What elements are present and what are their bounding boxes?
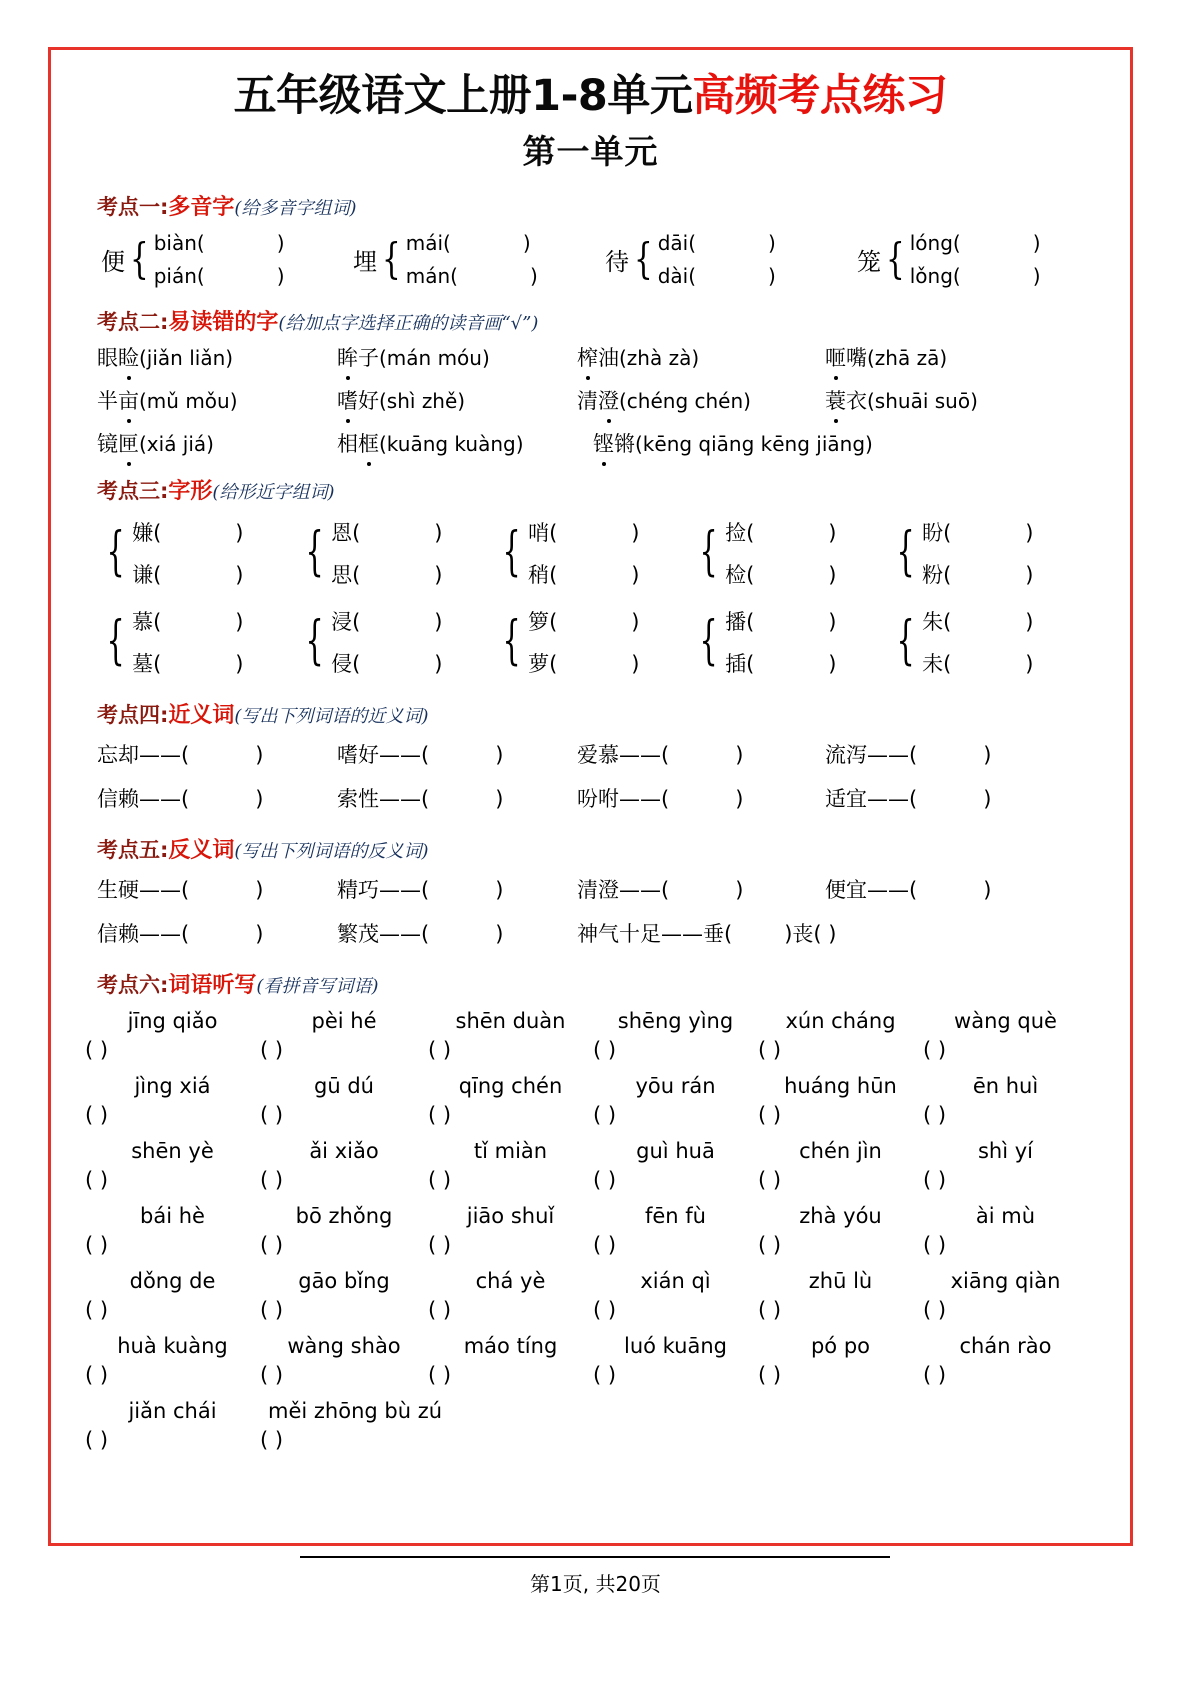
charform-char: 检(: [725, 562, 755, 587]
antonym-item[interactable]: 生硬——( ): [97, 877, 264, 902]
dictation-pinyin: ài mù: [975, 1203, 1036, 1228]
dictation-bracket-row: [85, 1363, 1102, 1387]
charform-char: 萝(: [528, 651, 558, 676]
pinyin-options[interactable]: (kēng qiāng kēng jiāng): [635, 431, 873, 456]
title-red-part: 高频考点练习: [692, 71, 948, 121]
dictation-pinyin: fēn fù: [644, 1203, 706, 1228]
synonym-item[interactable]: 信赖——( ): [97, 786, 264, 811]
unit-subtitle: 第一单元: [522, 131, 659, 171]
antonym-row: [97, 874, 1102, 904]
kaodian-topic: 词语听写: [168, 972, 257, 998]
kaodian-label: 考点二:: [97, 309, 169, 334]
dictation-answer-box[interactable]: ( ): [428, 1362, 452, 1387]
dictation-answer-box[interactable]: ( ): [758, 1362, 782, 1387]
dictation-pinyin: shēn yè: [131, 1138, 214, 1163]
charform-line[interactable]: 盼( ): [922, 520, 1034, 545]
charform-char: 插(: [725, 651, 755, 676]
word-suffix: 好: [358, 388, 379, 413]
dictation-answer-box[interactable]: ( ): [758, 1297, 782, 1322]
kaodian-hint: (给多音字组词): [234, 197, 357, 219]
charform-char: 思(: [331, 562, 361, 587]
word-text: 繁茂——(: [337, 921, 430, 946]
dictation-pinyin: luó kuāng: [623, 1333, 727, 1358]
synonym-item[interactable]: 嗜好——( ): [337, 742, 504, 767]
dictation-answer-box[interactable]: ( ): [260, 1427, 284, 1452]
dotted-char: 匣: [118, 428, 139, 458]
kaodian-label: 考点四:: [97, 702, 169, 727]
dotted-char: 嗜: [337, 385, 358, 415]
reading-text: biàn(: [153, 230, 205, 255]
charform-group[interactable]: [889, 517, 1034, 589]
dictation-pinyin: pó po: [810, 1333, 871, 1358]
charform-group[interactable]: [495, 517, 692, 589]
antonym-item[interactable]: 繁茂——( ): [337, 921, 504, 946]
charform-char: 朱(: [922, 609, 952, 634]
mispronounced-item[interactable]: [825, 342, 947, 372]
pinyin-options[interactable]: (mǔ mǒu): [139, 388, 238, 413]
charform-char: 盼(: [922, 520, 952, 545]
dictation-pinyin: xián qì: [640, 1268, 711, 1293]
pinyin-options[interactable]: (jiǎn liǎn): [139, 345, 234, 370]
polyphonic-reading[interactable]: pián( ): [153, 263, 285, 288]
dictation-answer-box[interactable]: ( ): [428, 1037, 452, 1062]
dictation-pinyin: wàng shào: [287, 1333, 401, 1358]
dictation-pinyin: shēng yìng: [617, 1008, 734, 1033]
word-prefix: 眼: [97, 345, 118, 370]
dictation-answer-box[interactable]: ( ): [428, 1232, 452, 1257]
mispronounced-item[interactable]: [337, 342, 577, 372]
brace-icon: {: [502, 611, 521, 672]
dictation-pinyin: jiāo shuǐ: [466, 1203, 555, 1228]
mispronounced-item[interactable]: [577, 385, 825, 415]
dictation-answer-box[interactable]: ( ): [923, 1102, 947, 1127]
charform-line[interactable]: 思( ): [331, 562, 443, 587]
word-text: 精巧——(: [337, 877, 430, 902]
section-heading-kaodian-6: [97, 968, 1102, 999]
charform-line[interactable]: 墓( ): [132, 651, 244, 676]
brace-icon: {: [305, 522, 324, 583]
dictation-pinyin: pèi hé: [311, 1008, 377, 1033]
dictation-answer-box[interactable]: ( ): [85, 1037, 109, 1062]
mispronounced-item[interactable]: [97, 428, 337, 458]
mispronounced-item[interactable]: [825, 385, 978, 415]
dictation-answer-box[interactable]: ( ): [758, 1232, 782, 1257]
polyphonic-item[interactable]: [857, 231, 1041, 288]
dictation-pinyin: huáng hūn: [784, 1073, 897, 1098]
section-heading-kaodian-5: [97, 833, 1102, 864]
brace-icon: {: [130, 234, 149, 284]
reading-text: lǒng(: [909, 263, 961, 288]
kaodian-hint: (写出下列词语的近义词): [234, 705, 429, 727]
page-content: [51, 50, 1130, 1452]
dictation-answer-box[interactable]: ( ): [758, 1037, 782, 1062]
dictation-pinyin: xún cháng: [785, 1008, 896, 1033]
dictation-pinyin-row: [85, 1009, 1102, 1033]
charform-line[interactable]: 浸( ): [331, 609, 443, 634]
dictation-pinyin: qīng chén: [458, 1073, 563, 1098]
word-text: 生硬——(: [97, 877, 190, 902]
dictation-bracket-row: [85, 1103, 1102, 1127]
dictation-pinyin-row: [85, 1399, 1102, 1423]
polyphonic-row: [101, 231, 1102, 288]
charform-group[interactable]: [298, 606, 495, 678]
dictation-answer-box[interactable]: ( ): [85, 1362, 109, 1387]
word-text: 信赖——(: [97, 786, 190, 811]
dictation-answer-box[interactable]: ( ): [260, 1102, 284, 1127]
word-text: 适宜——(: [825, 786, 918, 811]
page-footer: 第1页, 共20页: [530, 1572, 661, 1596]
charform-group[interactable]: [692, 517, 889, 589]
synonym-item[interactable]: 忘却——( ): [97, 742, 264, 767]
charform-line[interactable]: 恩( ): [331, 520, 443, 545]
charform-line[interactable]: 箩( ): [528, 609, 640, 634]
dictation-bracket-row: [85, 1168, 1102, 1192]
dictation-answer-box[interactable]: ( ): [593, 1362, 617, 1387]
page-title: [79, 71, 1102, 121]
dictation-pinyin: guì huā: [636, 1138, 715, 1163]
dictation-block: [85, 1009, 1102, 1452]
charform-line[interactable]: 未( ): [922, 651, 1034, 676]
dictation-pinyin-row: [85, 1269, 1102, 1293]
antonym-row: [97, 918, 1102, 948]
antonym-item-phrase[interactable]: [577, 918, 836, 948]
section-heading-kaodian-3: [97, 474, 1102, 505]
charform-line[interactable]: 嫌( ): [132, 520, 244, 545]
charform-group[interactable]: [298, 517, 495, 589]
charform-char: 慕(: [132, 609, 162, 634]
dictation-pinyin: jiǎn chái: [128, 1398, 217, 1423]
polyphonic-reading[interactable]: lǒng( ): [909, 263, 1041, 288]
section-heading-kaodian-4: [97, 698, 1102, 729]
kaodian-topic: 易读错的字: [168, 309, 279, 335]
word-prefix: 镜: [97, 431, 118, 456]
dictation-answer-box[interactable]: ( ): [593, 1037, 617, 1062]
dictation-answer-box[interactable]: ( ): [593, 1297, 617, 1322]
charform-group[interactable]: [692, 606, 889, 678]
charform-char: 嫌(: [132, 520, 162, 545]
brace-icon: {: [699, 611, 718, 672]
kaodian-topic: 反义词: [168, 837, 235, 863]
word-prefix: 半: [97, 388, 118, 413]
dictation-answer-box[interactable]: ( ): [85, 1297, 109, 1322]
polyphonic-char: 待: [605, 247, 629, 276]
page-border: [48, 47, 1133, 1546]
dictation-answer-box[interactable]: ( ): [260, 1037, 284, 1062]
dotted-char: 眸: [337, 342, 358, 372]
polyphonic-reading[interactable]: biàn( ): [153, 230, 285, 255]
polyphonic-reading[interactable]: mái( ): [405, 230, 531, 255]
dictation-pinyin: chén jìn: [799, 1138, 882, 1163]
word-prefix: 相: [337, 431, 358, 456]
brace-icon: {: [886, 234, 905, 284]
charform-line[interactable]: 萝( ): [528, 651, 640, 676]
charform-line[interactable]: 粉( ): [922, 562, 1034, 587]
pinyin-options[interactable]: (kuāng kuàng): [379, 431, 524, 456]
charform-line[interactable]: 插( ): [725, 651, 837, 676]
reading-text: pián(: [153, 263, 205, 288]
dictation-bracket-row: [85, 1233, 1102, 1257]
synonym-item[interactable]: 吩咐——( ): [577, 786, 744, 811]
word-text: 嗜好——(: [337, 742, 430, 767]
dictation-pinyin: bō zhǒng: [295, 1203, 393, 1228]
dictation-answer-box[interactable]: ( ): [85, 1167, 109, 1192]
charform-char: 恩(: [331, 520, 361, 545]
mispronounced-item[interactable]: [337, 428, 593, 458]
charform-group[interactable]: [495, 606, 692, 678]
charform-char: 粉(: [922, 562, 952, 587]
charform-char: 捡(: [725, 520, 755, 545]
kaodian-label: 考点一:: [97, 194, 169, 219]
dictation-answer-box[interactable]: ( ): [428, 1102, 452, 1127]
dictation-pinyin-row: [85, 1074, 1102, 1098]
synonym-item[interactable]: 爱慕——( ): [577, 742, 744, 767]
reading-text: mán(: [405, 263, 458, 288]
brace-icon: {: [896, 522, 915, 583]
word-text: 信赖——(: [97, 921, 190, 946]
synonym-item[interactable]: 索性——( ): [337, 786, 504, 811]
dictation-answer-box[interactable]: ( ): [593, 1232, 617, 1257]
dictation-answer-box[interactable]: ( ): [260, 1232, 284, 1257]
dictation-answer-box[interactable]: ( ): [593, 1102, 617, 1127]
charform-line[interactable]: 检( ): [725, 562, 837, 587]
charform-group[interactable]: [99, 606, 298, 678]
dictation-pinyin-row: [85, 1139, 1102, 1163]
dictation-pinyin: tǐ miàn: [473, 1138, 548, 1163]
dictation-pinyin: chá yè: [475, 1268, 546, 1293]
dictation-pinyin: shì yí: [977, 1138, 1034, 1163]
charform-line[interactable]: 捡( ): [725, 520, 837, 545]
charform-line[interactable]: 朱( ): [922, 609, 1034, 634]
word-text: 吩咐——(: [577, 786, 670, 811]
kaodian-topic: 多音字: [168, 194, 235, 220]
dictation-pinyin: wàng què: [954, 1008, 1057, 1033]
section-heading-kaodian-2: [97, 305, 1102, 336]
word-prefix: 清: [577, 388, 598, 413]
charform-char: 播(: [725, 609, 755, 634]
dictation-answer-box[interactable]: ( ): [260, 1297, 284, 1322]
word-suffix: 锵: [614, 431, 635, 456]
mispronounced-row: [97, 385, 1102, 415]
pinyin-options[interactable]: (chéng chén): [619, 388, 751, 413]
dictation-pinyin: máo tíng: [463, 1333, 558, 1358]
dictation-answer-box[interactable]: ( ): [758, 1167, 782, 1192]
kaodian-label: 考点五:: [97, 837, 169, 862]
word-text: 爱慕——(: [577, 742, 670, 767]
brace-icon: {: [382, 234, 401, 284]
dictation-pinyin: ǎi xiǎo: [309, 1138, 379, 1163]
dictation-answer-box[interactable]: ( ): [85, 1232, 109, 1257]
dictation-answer-box[interactable]: ( ): [428, 1297, 452, 1322]
dictation-answer-box[interactable]: ( ): [260, 1362, 284, 1387]
dictation-pinyin: jīng qiǎo: [127, 1008, 218, 1033]
dotted-char: 澄: [598, 385, 619, 415]
dictation-bracket-row: [85, 1298, 1102, 1322]
dictation-pinyin: dǒng de: [129, 1268, 216, 1293]
mispronounced-row: [97, 428, 1102, 458]
dictation-answer-box[interactable]: ( ): [260, 1167, 284, 1192]
dictation-bracket-row: [85, 1038, 1102, 1062]
kaodian-topic: 字形: [168, 478, 213, 504]
charform-line[interactable]: 稍( ): [528, 562, 640, 587]
brace-icon: {: [634, 234, 653, 284]
mispronounced-row: [97, 342, 1102, 372]
charform-char: 侵(: [331, 651, 361, 676]
phrase-tail: )丧( ): [784, 921, 837, 946]
footer-divider: [300, 1556, 890, 1558]
dictation-pinyin: jìng xiá: [134, 1073, 211, 1098]
dictation-pinyin-row: [85, 1334, 1102, 1358]
dotted-char: 亩: [118, 385, 139, 415]
mispronounced-item[interactable]: [593, 428, 873, 458]
brace-icon: {: [106, 611, 125, 672]
polyphonic-item[interactable]: [605, 231, 857, 288]
kaodian-hint: (给形近字组词): [212, 481, 335, 503]
word-suffix: 子: [358, 345, 379, 370]
dotted-char: 睑: [118, 342, 139, 372]
word-suffix: 嘴: [846, 345, 867, 370]
kaodian-hint: (看拼音写词语): [256, 975, 379, 997]
brace-icon: {: [305, 611, 324, 672]
word-text: 便宜——(: [825, 877, 918, 902]
dictation-pinyin: bái hè: [140, 1203, 205, 1228]
kaodian-hint: (给加点字选择正确的读音画“√”): [278, 312, 539, 334]
dictation-pinyin: ēn huì: [972, 1073, 1039, 1098]
polyphonic-reading[interactable]: mán( ): [405, 263, 538, 288]
word-suffix: 衣: [846, 388, 867, 413]
reading-text: lóng(: [909, 230, 961, 255]
dictation-answer-box[interactable]: ( ): [758, 1102, 782, 1127]
dictation-answer-box[interactable]: ( ): [923, 1037, 947, 1062]
charform-char: 墓(: [132, 651, 162, 676]
word-text: 索性——(: [337, 786, 430, 811]
charform-char: 谦(: [132, 562, 162, 587]
kaodian-topic: 近义词: [168, 702, 235, 728]
word-text: 忘却——(: [97, 742, 190, 767]
dictation-pinyin: xiāng qiàn: [950, 1268, 1061, 1293]
antonym-item[interactable]: 精巧——( ): [337, 877, 504, 902]
antonym-item[interactable]: 清澄——( ): [577, 877, 744, 902]
charform-line[interactable]: 谦( ): [132, 562, 244, 587]
mispronounced-item[interactable]: [97, 385, 337, 415]
reading-text: mái(: [405, 230, 451, 255]
polyphonic-item[interactable]: [353, 231, 605, 288]
dotted-char: 咂: [825, 342, 846, 372]
polyphonic-item[interactable]: [101, 231, 353, 288]
charform-line[interactable]: 侵( ): [331, 651, 443, 676]
dictation-bracket-row: [85, 1428, 1102, 1452]
synonym-row: [97, 783, 1102, 813]
section-heading-kaodian-1: [97, 190, 1102, 221]
reading-text: dài(: [657, 263, 697, 288]
brace-icon: {: [502, 522, 521, 583]
brace-icon: {: [106, 522, 125, 583]
mispronounced-item[interactable]: [577, 342, 825, 372]
brace-icon: {: [896, 611, 915, 672]
word-suffix: 油: [598, 345, 619, 370]
dotted-char: 框: [358, 428, 379, 458]
dictation-answer-box[interactable]: ( ): [923, 1167, 947, 1192]
pinyin-options[interactable]: (mán móu): [379, 345, 490, 370]
synonym-item[interactable]: 适宜——( ): [825, 786, 992, 811]
dictation-pinyin: shēn duàn: [455, 1008, 566, 1033]
dictation-pinyin: gāo bǐng: [298, 1268, 390, 1293]
pinyin-options[interactable]: (zhà zà): [619, 345, 700, 370]
antonym-item[interactable]: 便宜——( ): [825, 877, 992, 902]
charform-char: 哨(: [528, 520, 558, 545]
pinyin-options[interactable]: (shì zhě): [379, 388, 466, 413]
synonym-item[interactable]: 流泻——( ): [825, 742, 992, 767]
charform-row: [99, 517, 1102, 589]
dictation-answer-box[interactable]: ( ): [593, 1167, 617, 1192]
word-text: 流泻——(: [825, 742, 918, 767]
kaodian-label: 考点六:: [97, 972, 169, 997]
charform-line[interactable]: 哨( ): [528, 520, 640, 545]
dotted-char: 铿: [593, 428, 614, 458]
dotted-char: 榨: [577, 342, 598, 372]
pinyin-options[interactable]: (zhā zā): [867, 345, 948, 370]
kaodian-label: 考点三:: [97, 478, 169, 503]
mispronounced-item[interactable]: [97, 342, 337, 372]
pinyin-options[interactable]: (xiá jiá): [139, 431, 214, 456]
dictation-answer-box[interactable]: ( ): [923, 1297, 947, 1322]
charform-group[interactable]: [99, 517, 298, 589]
dictation-pinyin: yōu rán: [635, 1073, 716, 1098]
title-black-part: 五年级语文上册1-8单元: [233, 71, 693, 121]
word-text: 神气十足——垂(: [577, 921, 733, 946]
charform-line[interactable]: 慕( ): [132, 609, 244, 634]
brace-icon: {: [699, 522, 718, 583]
charform-char: 浸(: [331, 609, 361, 634]
dictation-pinyin: zhū lù: [808, 1268, 873, 1293]
dictation-pinyin: chán rào: [959, 1333, 1052, 1358]
pinyin-options[interactable]: (shuāi suō): [867, 388, 978, 413]
dictation-pinyin: gū dú: [314, 1073, 374, 1098]
dictation-answer-box[interactable]: ( ): [923, 1232, 947, 1257]
kaodian-hint: (写出下列词语的反义词): [234, 840, 429, 862]
polyphonic-char: 便: [101, 247, 125, 276]
charform-char: 箩(: [528, 609, 558, 634]
reading-text: dāi(: [657, 230, 697, 255]
charform-group[interactable]: [889, 606, 1034, 678]
charform-row: [99, 606, 1102, 678]
mispronounced-item[interactable]: [337, 385, 577, 415]
charform-line[interactable]: 播( ): [725, 609, 837, 634]
polyphonic-char: 埋: [353, 247, 377, 276]
antonym-item[interactable]: 信赖——( ): [97, 921, 264, 946]
charform-char: 稍(: [528, 562, 558, 587]
dictation-pinyin: měi zhōng bù zú: [268, 1398, 443, 1423]
polyphonic-char: 笼: [857, 247, 881, 276]
charform-char: 未(: [922, 651, 952, 676]
dictation-pinyin-row: [85, 1204, 1102, 1228]
synonym-row: [97, 739, 1102, 769]
dotted-char: 蓑: [825, 385, 846, 415]
word-text: 清澄——(: [577, 877, 670, 902]
polyphonic-reading[interactable]: dài( ): [657, 263, 776, 288]
dictation-answer-box[interactable]: ( ): [85, 1427, 109, 1452]
dictation-pinyin: zhà yóu: [799, 1203, 882, 1228]
dictation-answer-box[interactable]: ( ): [923, 1362, 947, 1387]
dictation-answer-box[interactable]: ( ): [85, 1102, 109, 1127]
dictation-pinyin: huà kuàng: [117, 1333, 228, 1358]
polyphonic-reading[interactable]: lóng( ): [909, 230, 1041, 255]
polyphonic-reading[interactable]: dāi( ): [657, 230, 776, 255]
dictation-answer-box[interactable]: ( ): [428, 1167, 452, 1192]
